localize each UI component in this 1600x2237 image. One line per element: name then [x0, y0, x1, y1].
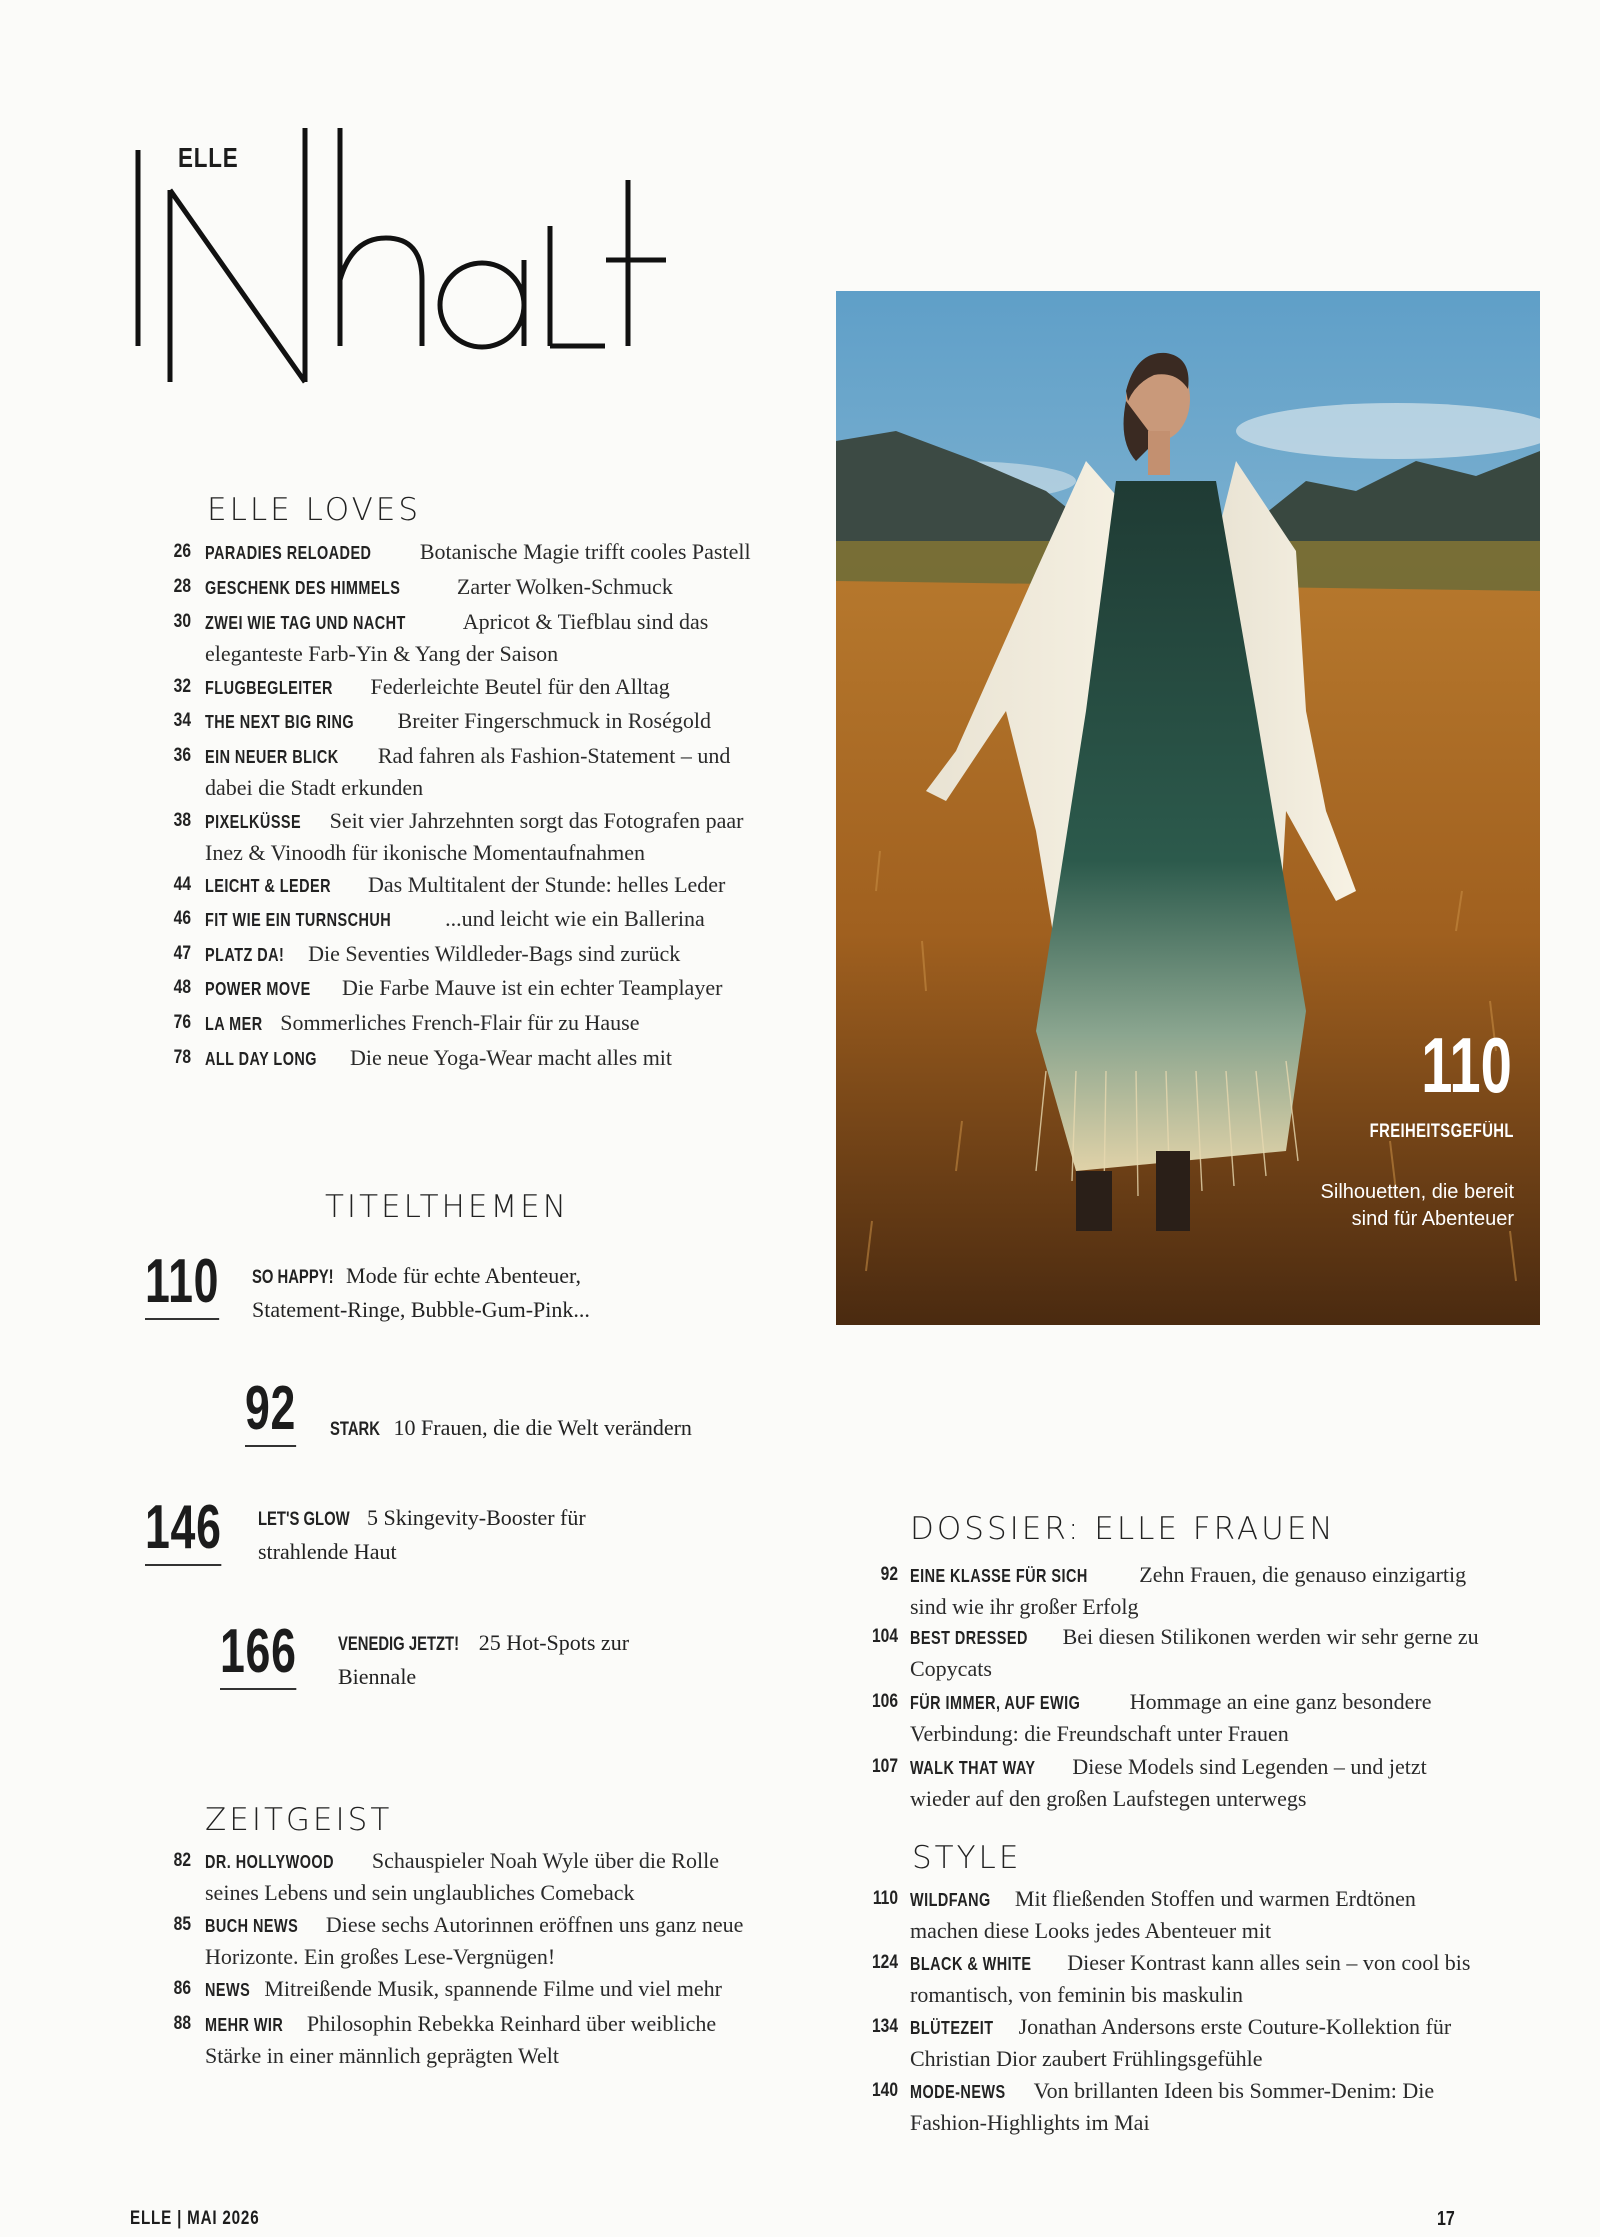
toc-entry: [173, 740, 765, 803]
toc-page-number: 36: [173, 745, 191, 766]
toc-entry: [173, 705, 765, 737]
toc-page-number: 110: [872, 1888, 898, 1909]
toc-entry: [872, 2011, 1480, 2074]
toc-text: Hommage an eine ganz besondere Verbindung: die Freundschaft unter Frauen: [910, 1689, 1432, 1746]
toc-keyword: THE NEXT BIG RING: [205, 711, 355, 732]
toc-page-number: 30: [173, 611, 191, 632]
toc-page-number: 26: [173, 541, 191, 562]
section-heading-style: STYLE: [912, 1840, 1022, 1876]
toc-entry: [173, 869, 765, 901]
toc-entry: [872, 1883, 1480, 1946]
toc-page-number: 46: [173, 908, 191, 929]
toc-text: Seit vier Jahrzehnten sorgt das Fotografen paar Inez & Vinoodh für ikonische Momentaufnahmen: [205, 808, 744, 865]
photo-caption: Silhouetten, die bereit sind für Abenteuer: [1320, 1181, 1514, 1230]
toc-keyword: ZWEI WIE TAG UND NACHT: [205, 612, 406, 633]
toc-page-number: 104: [872, 1626, 898, 1647]
toc-text: Mitreißende Musik, spannende Filme und viel mehr: [264, 1976, 722, 2001]
toc-keyword: LA MER: [205, 1013, 263, 1034]
toc-text: Das Multitalent der Stunde: helles Leder: [367, 872, 726, 897]
toc-page-number: 47: [173, 943, 191, 964]
toc-keyword: PLATZ DA!: [205, 944, 285, 965]
titel-page-number: 92: [245, 1377, 296, 1447]
toc-entry: [173, 571, 765, 603]
toc-text: Rad fahren als Fashion-Statement – und dabei die Stadt erkunden: [205, 743, 731, 800]
elle-logo: ELLE: [178, 142, 239, 173]
toc-keyword: POWER MOVE: [205, 978, 311, 999]
toc-entry: [173, 805, 765, 868]
toc-text: Von brillanten Ideen bis Sommer-Denim: Die Fashion-Highlights im Mai: [910, 2078, 1435, 2135]
toc-text: Federleichte Beutel für den Alltag: [370, 674, 670, 699]
toc-keyword: EIN NEUER BLICK: [205, 746, 339, 767]
toc-keyword: WALK THAT WAY: [910, 1757, 1036, 1778]
toc-text: Die Farbe Mauve ist ein echter Teamplayer: [341, 975, 723, 1000]
toc-entry: [173, 938, 765, 970]
toc-entry: [173, 1845, 745, 1908]
toc-page-number: 28: [173, 576, 191, 597]
toc-entry: [173, 2008, 745, 2071]
toc-entry: [872, 2075, 1480, 2138]
toc-text: Die Seventies Wildleder-Bags sind zurück: [308, 941, 681, 966]
toc-entry: [880, 1559, 1480, 1622]
toc-entry: [173, 671, 765, 703]
toc-text: Apricot & Tiefblau sind das eleganteste Farb-Yin & Yang der Saison: [205, 609, 709, 666]
section-heading-titelthemen: TITELTHEMEN: [325, 1189, 569, 1225]
titel-entry: [252, 1260, 672, 1326]
toc-text: Schauspieler Noah Wyle über die Rolle seines Lebens und sein unglaubliches Comeback: [205, 1848, 719, 1905]
photo-keyword: FREIHEITSGEFÜHL: [1369, 1121, 1514, 1142]
toc-entry: [872, 1947, 1480, 2010]
toc-keyword: BLACK & WHITE: [910, 1953, 1032, 1974]
section-heading-elle-loves: ELLE LOVES: [207, 492, 422, 528]
toc-text: Die neue Yoga-Wear macht alles mit: [350, 1045, 673, 1070]
toc-entry: [173, 1007, 765, 1039]
toc-text: Diese Models sind Legenden – und jetzt wieder auf den großen Laufstegen unterwegs: [910, 1754, 1427, 1811]
titel-page-number: 146: [145, 1496, 222, 1566]
titel-keyword: LET'S GLOW: [258, 1509, 350, 1530]
titel-page-number: 110: [145, 1250, 219, 1320]
toc-keyword: FÜR IMMER, AUF EWIG: [910, 1692, 1081, 1713]
toc-text: Breiter Fingerschmuck in Roségold: [397, 708, 711, 733]
toc-page-number: 134: [872, 2016, 898, 2037]
toc-keyword: BUCH NEWS: [205, 1915, 299, 1936]
cover-photo: [836, 291, 1540, 1325]
toc-text: Philosophin Rebekka Reinhard über weibliche Stärke in einer männlich geprägten Welt: [205, 2011, 717, 2068]
toc-text: Botanische Magie trifft cooles Pastell: [419, 539, 751, 564]
section-heading-zeitgeist: ZEITGEIST: [205, 1802, 393, 1838]
toc-page-number: 107: [872, 1756, 898, 1777]
titel-keyword: STARK: [330, 1419, 380, 1440]
toc-page-number: 86: [173, 1978, 191, 1999]
toc-text: ...und leicht wie ein Ballerina: [445, 906, 705, 931]
toc-entry: [872, 1621, 1480, 1684]
toc-page-number: 106: [872, 1691, 898, 1712]
toc-keyword: FLUGBEGLEITER: [205, 677, 333, 698]
titel-text: 10 Frauen, die die Welt verändern: [393, 1415, 692, 1440]
titel-keyword: SO HAPPY!: [252, 1267, 334, 1288]
toc-entry: [872, 1751, 1480, 1814]
toc-page-number: 124: [872, 1952, 898, 1973]
toc-page-number: 78: [173, 1047, 191, 1068]
inhalt-title: [130, 120, 690, 400]
toc-text: Dieser Kontrast kann alles sein – von cool bis romantisch, von feminin bis maskulin: [910, 1950, 1471, 2007]
toc-page-number: 32: [173, 676, 191, 697]
toc-text: Zehn Frauen, die genauso einzigartig sind wie ihr großer Erfolg: [910, 1562, 1467, 1619]
titel-text: 25 Hot-Spots zur Biennale: [338, 1630, 630, 1689]
toc-keyword: FIT WIE EIN TURNSCHUH: [205, 909, 392, 930]
toc-keyword: GESCHENK DES HIMMELS: [205, 577, 401, 598]
toc-keyword: PIXELKÜSSE: [205, 811, 302, 832]
toc-keyword: ALL DAY LONG: [205, 1048, 317, 1069]
toc-keyword: BEST DRESSED: [910, 1627, 1028, 1648]
toc-page-number: 92: [880, 1564, 898, 1585]
titel-entry: [338, 1627, 668, 1693]
toc-text: Jonathan Andersons erste Couture-Kollektion für Christian Dior zaubert Frühlingsgefühle: [910, 2014, 1452, 2071]
toc-entry: [173, 1973, 745, 2005]
toc-keyword: BLÜTEZEIT: [910, 2017, 994, 2038]
toc-keyword: EINE KLASSE FÜR SICH: [910, 1565, 1088, 1586]
footer-issue: ELLE | MAI 2026: [130, 2208, 260, 2229]
titel-page-number: 166: [220, 1620, 297, 1690]
toc-entry: [173, 536, 765, 568]
toc-keyword: MODE-NEWS: [910, 2081, 1006, 2102]
section-heading-dossier: DOSSIER: ELLE FRAUEN: [910, 1511, 1336, 1547]
toc-page-number: 140: [872, 2080, 898, 2101]
titel-entry: [258, 1502, 618, 1568]
titel-keyword: VENEDIG JETZT!: [338, 1634, 460, 1655]
toc-keyword: PARADIES RELOADED: [205, 542, 372, 563]
toc-keyword: NEWS: [205, 1979, 251, 2000]
toc-keyword: WILDFANG: [910, 1889, 991, 1910]
toc-page-number: 48: [173, 977, 191, 998]
page-number: 17: [1437, 2208, 1455, 2230]
fashion-photo-illustration: [836, 291, 1540, 1325]
toc-entry: [173, 606, 765, 669]
toc-page-number: 34: [173, 710, 191, 731]
titel-text: 5 Skingevity-Booster für strahlende Haut: [258, 1505, 586, 1564]
titel-entry: [330, 1412, 750, 1446]
toc-page-number: 44: [173, 874, 191, 895]
toc-page-number: 38: [173, 810, 191, 831]
titel-text: Mode für echte Abenteuer, Statement-Ringe, Bubble-Gum-Pink...: [252, 1263, 590, 1322]
toc-page-number: 82: [173, 1850, 191, 1871]
toc-text: Mit fließenden Stoffen und warmen Erdtönen machen diese Looks jedes Abenteuer mit: [910, 1886, 1416, 1943]
toc-entry: [173, 1042, 765, 1074]
toc-entry: [872, 1686, 1480, 1749]
toc-text: Bei diesen Stilikonen werden wir sehr gerne zu Copycats: [910, 1624, 1479, 1681]
toc-entry: [173, 1909, 745, 1972]
toc-page-number: 88: [173, 2013, 191, 2034]
toc-text: Diese sechs Autorinnen eröffnen uns ganz neue Horizonte. Ein großes Lese-Vergnügen!: [205, 1912, 744, 1969]
toc-entry: [173, 972, 765, 1004]
toc-text: Sommerliches French-Flair für zu Hause: [280, 1010, 640, 1035]
toc-keyword: DR. HOLLYWOOD: [205, 1851, 335, 1872]
toc-page-number: 76: [173, 1012, 191, 1033]
toc-text: Zarter Wolken-Schmuck: [456, 574, 673, 599]
toc-page-number: 85: [173, 1914, 191, 1935]
toc-entry: [173, 903, 765, 935]
toc-keyword: LEICHT & LEDER: [205, 875, 332, 896]
toc-keyword: MEHR WIR: [205, 2014, 284, 2035]
photo-page-number: 110: [1421, 1021, 1512, 1109]
